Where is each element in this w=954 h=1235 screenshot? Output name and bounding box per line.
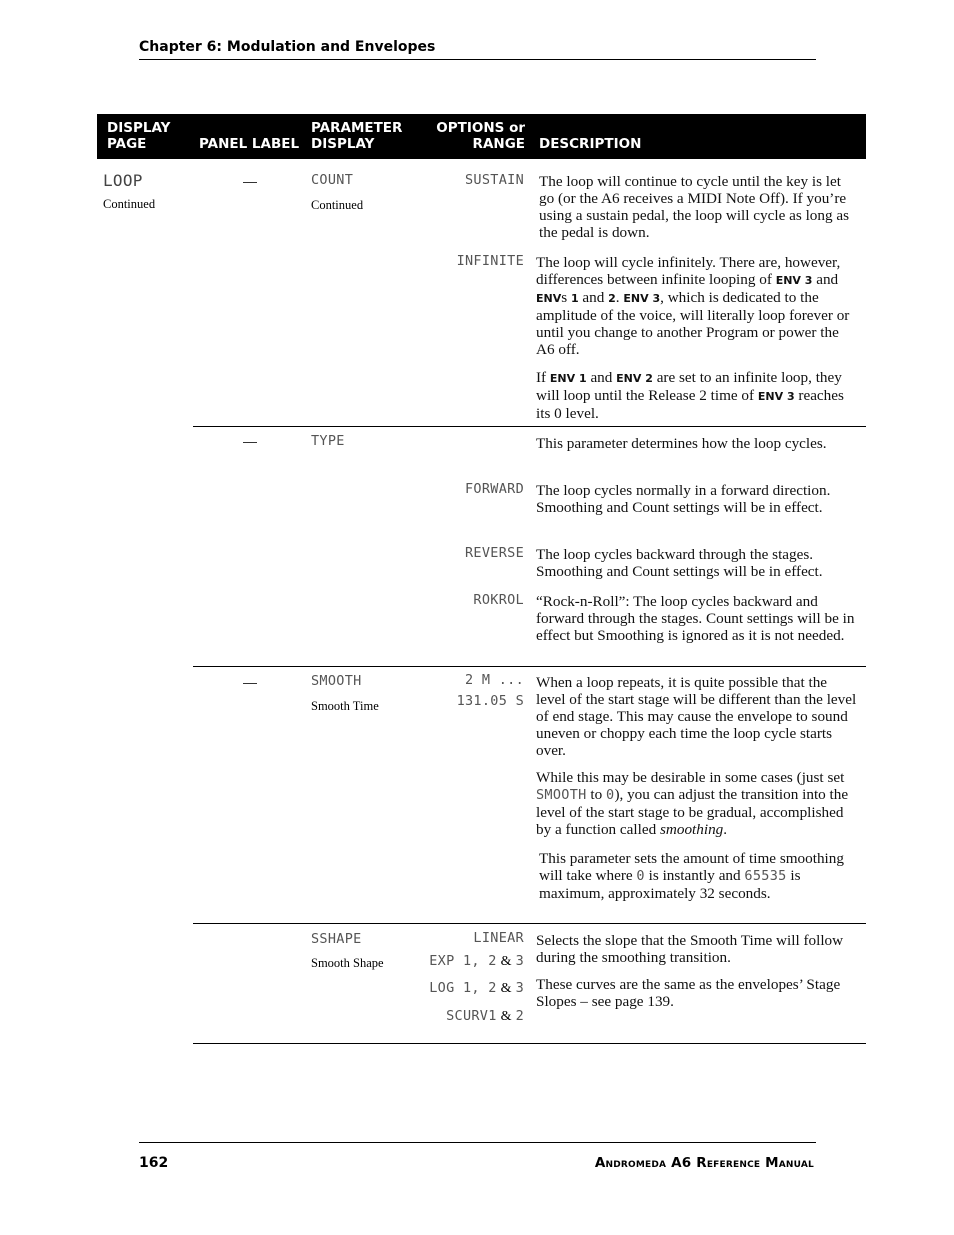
chapter-header: Chapter 6: Modulation and Envelopes bbox=[139, 38, 816, 60]
col-panel-label: PANEL LABEL bbox=[199, 136, 300, 152]
option-reverse: REVERSE bbox=[465, 545, 524, 561]
option-linear: LINEAR bbox=[473, 930, 524, 946]
table-header bbox=[97, 114, 866, 159]
param-sshape: SSHAPE bbox=[311, 931, 362, 947]
option-exp: EXP 1, 2 & 3 bbox=[429, 953, 524, 969]
display-page-continued: Continued bbox=[103, 197, 156, 211]
option-infinite: INFINITE bbox=[456, 253, 524, 269]
row-divider bbox=[193, 666, 866, 667]
range-smooth-min: 2 M ... bbox=[465, 672, 524, 688]
option-forward: FORWARD bbox=[465, 481, 524, 497]
desc-infinite-env: If ENV 1 and ENV 2 are set to an infinite loop, they will loop until the Release 2 time of ENV 3 reaches its 0 level. bbox=[536, 369, 844, 422]
table-bottom-rule bbox=[193, 1043, 866, 1044]
display-page-loop: LOOP bbox=[103, 171, 143, 190]
desc-sshape-2: These curves are the same as the envelopes’ Stage Slopes – see page 139. bbox=[536, 976, 841, 1010]
manual-title: Andromeda A6 Reference Manual bbox=[594, 1155, 814, 1171]
row-divider bbox=[193, 426, 866, 427]
param-type: TYPE bbox=[311, 433, 345, 449]
param-sshape-sub: Smooth Shape bbox=[311, 956, 384, 970]
col-display-page: DISPLAY PAGE bbox=[107, 120, 171, 152]
desc-infinite: The loop will cycle infinitely. There are, however, differences between infinite looping of ENV 3 and ENVs 1 and 2. ENV 3, which is dedicated to the amplitude of the voice, will literally loop forever or until you change to another Program or power the A6 off. bbox=[536, 254, 850, 358]
desc-smooth-3: This parameter sets the amount of time smoothing will take where 0 is instantly and 65535 is maximum, approximately 32 seconds. bbox=[539, 850, 844, 902]
desc-forward: The loop cycles normally in a forward direction. Smoothing and Count settings will be in effect. bbox=[536, 482, 831, 516]
param-smooth-sub: Smooth Time bbox=[311, 699, 379, 713]
option-log: LOG 1, 2 & 3 bbox=[429, 980, 524, 996]
param-smooth: SMOOTH bbox=[311, 673, 362, 689]
panel-label-dash bbox=[243, 442, 257, 443]
desc-type: This parameter determines how the loop cycles. bbox=[536, 435, 827, 452]
footer-rule bbox=[139, 1142, 816, 1143]
page-number: 162 bbox=[139, 1155, 169, 1171]
param-count-continued: Continued bbox=[311, 198, 364, 212]
param-count: COUNT bbox=[311, 172, 354, 188]
option-sustain: SUSTAIN bbox=[465, 172, 524, 188]
desc-sshape-1: Selects the slope that the Smooth Time will follow during the smoothing transition. bbox=[536, 932, 844, 966]
col-description: DESCRIPTION bbox=[539, 136, 642, 152]
panel-label-dash bbox=[243, 182, 257, 183]
col-parameter-display: PARAMETER DISPLAY bbox=[311, 120, 403, 152]
desc-smooth-2: While this may be desirable in some cases (just set SMOOTH to 0), you can adjust the transition into the level of the start stage to be gradual, accomplished by a function called smoothing. bbox=[536, 769, 849, 838]
desc-reverse: The loop cycles backward through the stages. Smoothing and Count settings will be in effect. bbox=[536, 546, 823, 580]
range-smooth-max: 131.05 S bbox=[456, 693, 524, 709]
option-scurv: SCURV1 & 2 bbox=[446, 1008, 524, 1024]
option-rokrol: ROKROL bbox=[473, 592, 524, 608]
col-options-range: OPTIONS or RANGE bbox=[436, 120, 525, 152]
desc-smooth-1: When a loop repeats, it is quite possible that the level of the start stage will be different than the level of end stage. This may cause the envelope to sound uneven or choppy each time the loop cycle starts over. bbox=[536, 674, 857, 759]
desc-rokrol: “Rock-n-Roll”: The loop cycles backward and forward through the stages. Count settings will be in effect but Smoothing is ignored as it is not needed. bbox=[536, 593, 855, 644]
desc-sustain: The loop will continue to cycle until the key is let go (or the A6 receives a MIDI Note Off). If you’re using a sustain pedal, the loop will cycle as long as the pedal is down. bbox=[539, 173, 850, 241]
row-divider bbox=[193, 923, 866, 924]
panel-label-dash bbox=[243, 683, 257, 684]
